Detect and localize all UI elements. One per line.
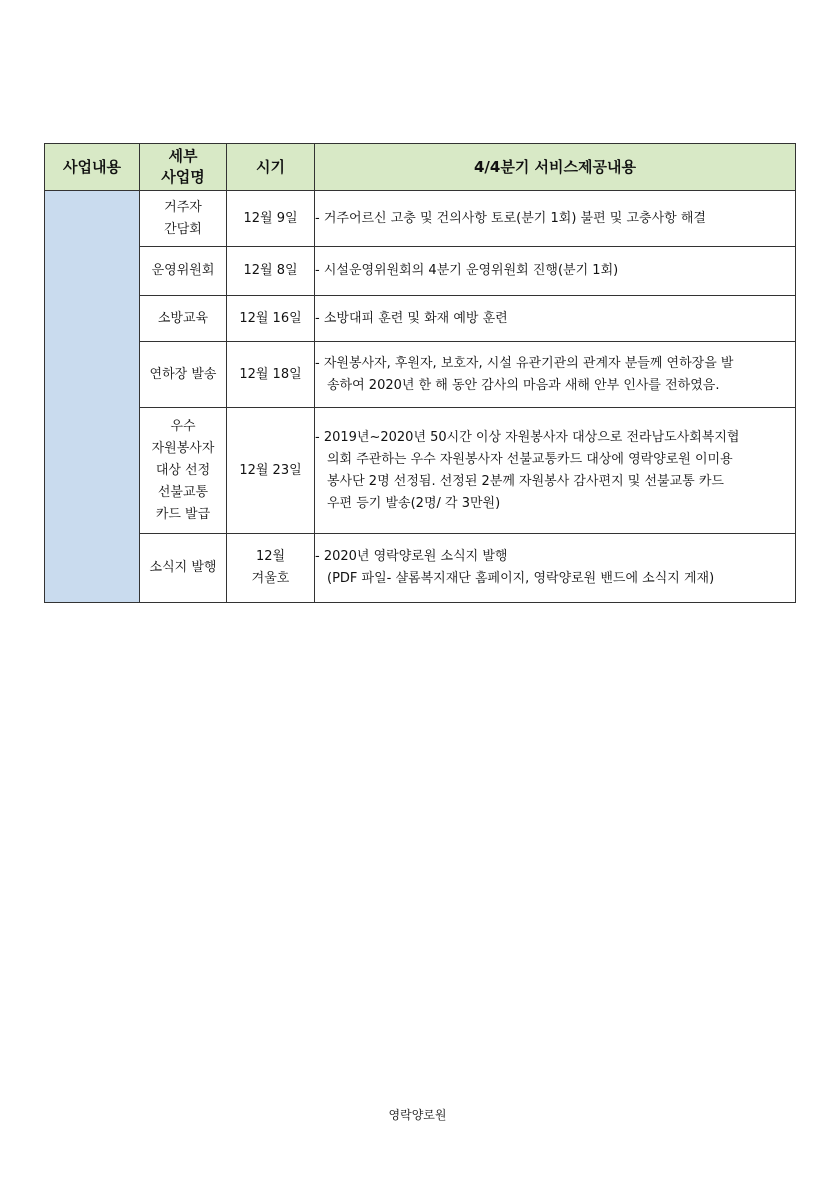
header-time: 시기	[227, 144, 315, 191]
content-cell-line: 봉사단 2명 선정됨. 선정된 2분께 자원봉사 감사편지 및 선불교통 카드	[327, 473, 724, 489]
header-sub-line2: 사업명	[161, 168, 205, 186]
content-cell-line: 송하여 2020년 한 해 동안 감사의 마음과 새해 안부 인사를 전하였음.	[327, 377, 720, 393]
table-row	[45, 342, 796, 408]
content-cell	[315, 191, 796, 247]
time-cell-line: 겨울호	[251, 571, 290, 586]
content-cell	[315, 247, 796, 296]
sub-business-cell-line: 선불교통	[157, 484, 209, 500]
content-cell	[315, 408, 796, 534]
time-cell	[227, 534, 315, 603]
time-cell	[227, 408, 315, 534]
time-cell	[227, 247, 315, 296]
content-cell-line: - 거주어르신 고충 및 건의사항 토로(분기 1회) 불편 및 고충사항 해결	[315, 210, 706, 226]
content-cell-line: - 소방대피 훈련 및 화재 예방 훈련	[315, 310, 508, 326]
sub-business-cell-line: 카드 발급	[155, 506, 211, 522]
sub-business-cell-line: 소식지 발행	[149, 560, 217, 575]
time-cell-line: 12월 23일	[239, 462, 302, 478]
sub-business-cell-line: 소방교육	[157, 310, 209, 326]
header-sub-business	[140, 144, 227, 191]
time-cell	[227, 296, 315, 342]
sub-business-cell	[140, 296, 227, 342]
sub-business-cell	[140, 342, 227, 408]
content-cell-line: - 자원봉사자, 후원자, 보호자, 시설 유관기관의 관계자 분들께 연하장을 발	[315, 355, 734, 371]
content-cell-line: - 2019년~2020년 50시간 이상 자원봉사자 대상으로 전라남도사회복지협	[315, 429, 740, 445]
sub-business-cell	[140, 191, 227, 247]
table-row	[45, 191, 796, 247]
time-cell-line: 12월 18일	[239, 366, 302, 382]
content-cell-line: 우편 등기 발송(2명/ 각 3만원)	[327, 495, 501, 511]
sub-business-cell-line: 운영위원회	[151, 263, 215, 278]
time-cell-line: 12월 8일	[243, 263, 298, 278]
time-cell-line: 12월 16일	[239, 310, 302, 326]
service-table	[44, 143, 796, 603]
header-business: 사업내용	[45, 144, 140, 191]
content-cell	[315, 342, 796, 408]
content-cell-line: - 2020년 영락양로원 소식지 발행	[315, 549, 508, 564]
header-row	[45, 144, 796, 191]
sub-business-cell-line: 간담회	[164, 221, 202, 237]
sub-business-cell-line: 거주자	[164, 199, 202, 215]
time-cell-line: 12월	[255, 549, 286, 564]
content-cell	[315, 534, 796, 603]
table-row	[45, 247, 796, 296]
sub-business-cell-line: 우수	[170, 418, 196, 434]
business-cell	[45, 191, 140, 603]
header-content: 4/4분기 서비스제공내용	[315, 144, 796, 191]
header-sub-line1: 세부	[168, 147, 198, 165]
footer-org-name: 영락양로원	[388, 1108, 447, 1122]
table-row	[45, 534, 796, 603]
table-row	[45, 296, 796, 342]
content-cell-line: - 시설운영위원회의 4분기 운영위원회 진행(분기 1회)	[315, 263, 619, 278]
table-row	[45, 408, 796, 534]
content-cell-line: 의회 주관하는 우수 자원봉사자 선불교통카드 대상에 영락양로원 이미용	[327, 451, 733, 467]
content-cell-line: (PDF 파일- 샬롬복지재단 홈페이지, 영락양로원 밴드에 소식지 게재)	[327, 571, 715, 586]
sub-business-cell	[140, 408, 227, 534]
time-cell	[227, 191, 315, 247]
time-cell	[227, 342, 315, 408]
sub-business-cell-line: 자원봉사자	[151, 440, 215, 456]
content-cell	[315, 296, 796, 342]
sub-business-cell	[140, 534, 227, 603]
sub-business-cell-line: 연하장 발송	[149, 366, 217, 382]
sub-business-cell	[140, 247, 227, 296]
sub-business-cell-line: 대상 선정	[155, 462, 211, 478]
time-cell-line: 12월 9일	[243, 210, 298, 226]
